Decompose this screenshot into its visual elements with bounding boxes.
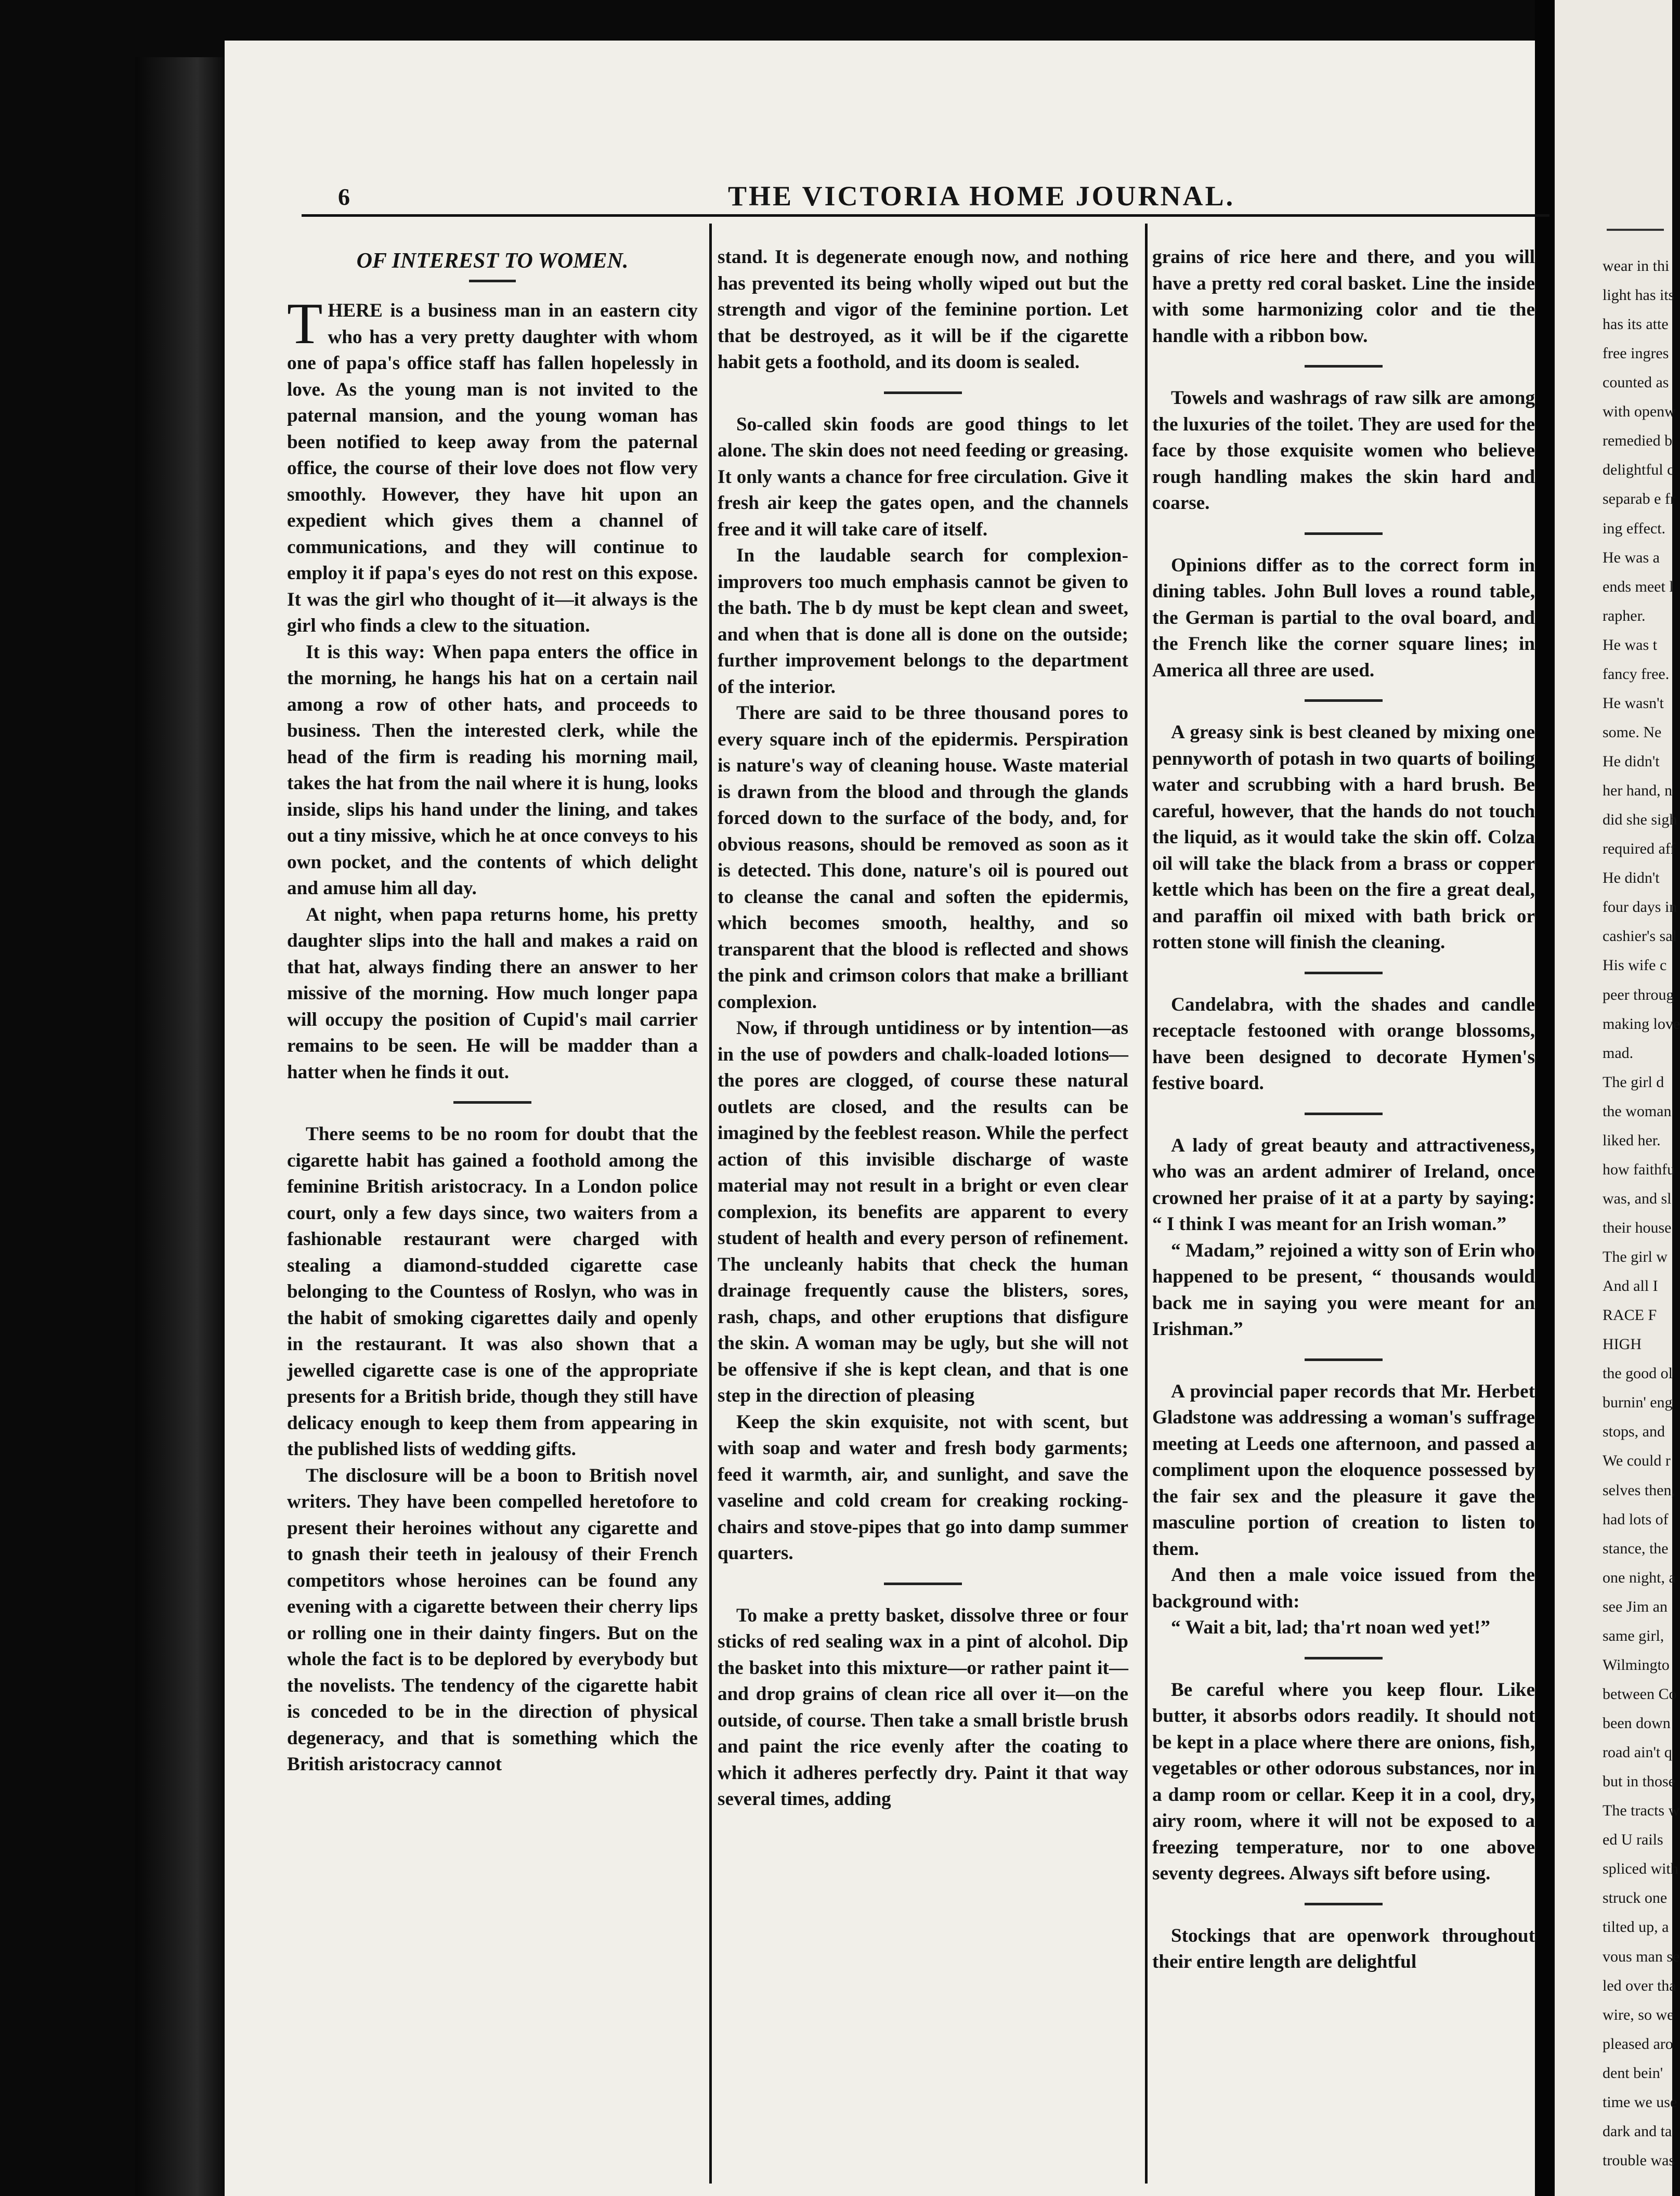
facing-page-line: been down — [1603, 1715, 1671, 1732]
paragraph-text: HERE is a business man in an eastern city who has a very pretty daughter with whom one of papa's office staff has fallen hopelessly in love. As the young man is not invited to the paternal mansion, and the young woman has been notified to keep away from the paternal office, the course of their love does not flow very smoothly. However, they have hit upon an expedient which gives them a channel of communications, and they will continue to employ it if papa's eyes do not rest on this expose. It was the girl who thought of it—it always is the girl who finds a clew to the situation. — [287, 300, 698, 636]
book-gutter — [1535, 0, 1556, 2196]
facing-page-line: rapher. — [1603, 607, 1646, 624]
facing-page-line: HIGH — [1603, 1336, 1642, 1353]
facing-page-rule — [1607, 229, 1664, 231]
facing-page-line: the good ol — [1603, 1365, 1673, 1382]
facing-page-line: dent bein' — [1603, 2064, 1663, 2082]
facing-page-line: He didn't — [1603, 753, 1660, 770]
article-paragraph: To make a pretty basket, dissolve three or four sticks of red sealing wax in a pint of alcohol. Dip the basket into this mixture—or rather paint it—and drop grains of clean rice all over it—on the outside, of course. Then take a small bristle brush and paint the rice evenly after the coating to which it adheres perfectly dry. Paint it that way several times, adding — [718, 1604, 1128, 1810]
article-paragraph: A provincial paper records that Mr. Herbet Gladstone was addressing a woman's suffrage meeting at Leeds one afternoon, and passed a compliment upon the eloquence possessed by the fair sex and the pleasure it gave the masculine portion of creation to listen to them. — [1152, 1380, 1535, 1560]
facing-page-line: ed U rails — [1603, 1831, 1663, 1848]
facing-page-line: how faithfu — [1603, 1161, 1675, 1178]
facing-page-line: time we use — [1603, 2094, 1677, 2111]
section-separator — [1305, 1358, 1383, 1361]
facing-page-line: And all I — [1603, 1277, 1658, 1295]
facing-page-line: led over tha — [1603, 1977, 1676, 1994]
article-paragraph: Towels and washrags of raw silk are among the luxuries of the toilet. They are used for the face by those exquisite women who believe rough handling makes the skin hard and coarse. — [1152, 387, 1535, 514]
facing-page-line: one night, a — [1603, 1569, 1676, 1586]
facing-page-line: selves then, — [1603, 1482, 1675, 1499]
article-paragraph — [287, 292, 698, 639]
facing-page-line: had lots of — [1603, 1511, 1669, 1528]
article-paragraph: A lady of great beauty and attractiveness, who was an ardent admirer of Ireland, once crowned her praise of it at a party by saying: “ I think I was meant for an Irish woman.” — [1152, 1134, 1535, 1235]
article-paragraph: “ Wait a bit, lad; tha'rt noan wed yet!” — [1171, 1617, 1490, 1638]
section-separator — [1305, 532, 1383, 535]
article-paragraph: Candelabra, with the shades and candle receptacle festooned with orange blossoms, have been designed to decorate Hymen's festive board. — [1152, 994, 1535, 1094]
facing-page-line: We could r — [1603, 1452, 1671, 1469]
header-rule — [302, 214, 1549, 217]
article-paragraph: Be careful where you keep flour. Like butter, it absorbs odors readily. It should not be kept in a place where there are onions, fish, vegetables or other odorous substances, nor in a damp room or cellar. Keep it in a cool, dry, airy room, where it will not be exposed to a freezing temperature, nor to one above seventy degrees. Always sift before using. — [1152, 1679, 1535, 1884]
facing-page-line: peer throug — [1603, 986, 1674, 1003]
facing-page-line: trouble was — [1603, 2152, 1675, 2169]
facing-page-line: was, and sl — [1603, 1190, 1672, 1207]
facing-page-line: delightful c — [1603, 461, 1674, 478]
facing-page-line: counted as — [1603, 374, 1669, 391]
facing-page-line: the woman — [1603, 1103, 1672, 1120]
facing-page-line: between Co — [1603, 1685, 1677, 1703]
facing-page-line: mad. — [1603, 1044, 1634, 1062]
section-separator — [1305, 1657, 1383, 1659]
article-paragraph: A greasy sink is best cleaned by mixing one pennyworth of potash in two quarts of boiling water and scrubbing with a hard brush. Be careful, however, that the hands do not touch the liquid, as it would take the skin off. Colza oil will take the black from a brass or copper kettle which has been on the fire a great deal, and paraffin oil mixed with bath brick or rotten stone will finish the cleaning. — [1152, 722, 1535, 953]
article-paragraph: “ Madam,” rejoined a witty son of Erin who happened to be present, “ thousands would back me in saying you were meant for an Irishman.” — [1152, 1239, 1535, 1340]
facing-page-line: liked her. — [1603, 1132, 1661, 1149]
facing-page-line: His wife c — [1603, 957, 1667, 974]
facing-page-line: spliced with — [1603, 1860, 1678, 1877]
article-paragraph: There are said to be three thousand pores to every square inch of the epidermis. Perspiration is nature's way of cleaning house. Waste material is drawn from the blood and through the glands forced down to the surface of the body, and, for obvious reasons, should be removed as soon as it is detected. This done, nature's oil is poured out to cleanse the canal and soften the epidermis, which becomes smooth, healthy, and so transparent that the blood is reflected and shows the pink and crimson colors that make a brilliant complexion. — [718, 702, 1128, 1013]
facing-page-line: same girl, — [1603, 1627, 1664, 1644]
facing-page-line: The girl d — [1603, 1074, 1664, 1091]
section-separator — [884, 391, 962, 394]
article-paragraph: Opinions differ as to the correct form in dining tables. John Bull loves a round table, the German is partial to the oval board, and the French like the corner square lines; in America all three are used. — [1152, 554, 1535, 681]
facing-page-line: ends meet l — [1603, 578, 1674, 595]
section-separator — [453, 1101, 531, 1104]
article-paragraph: The disclosure will be a boon to British novel writers. They have been compelled heretofore to present their heroines without any cigarette and to gnash their teeth in jealousy of their French competitors whose heroines can be found any evening with a cigarette between their cherry lips or rolling one in their dainty fingers. But on the whole the fact is to be deplored by everybody but the novelists. The tendency of the cigarette habit is conceded to be in the direction of physical degeneracy, and that is something which the British aristocracy cannot — [287, 1465, 698, 1775]
facing-page-line: stops, and — [1603, 1423, 1665, 1440]
facing-page-line: required aff — [1603, 840, 1676, 857]
facing-page-line: Wilmingto — [1603, 1656, 1670, 1674]
facing-page-line: four days in — [1603, 898, 1677, 916]
facing-page-line: vous man se — [1603, 1948, 1680, 1965]
facing-page-line: some. Ne — [1603, 724, 1662, 741]
facing-page-line: RACE F — [1603, 1306, 1657, 1324]
article-paragraph: It is this way: When papa enters the office in the morning, he hangs his hat on a certain nail among a row of other hats, and proceeds to business. Then the interested clerk, while the head of the firm is reading his morning mail, takes the hat from the nail where it is hung, looks inside, slips his hand under the lining, and takes out a tiny missive, which he at once conveys to his own pocket, and the contents of which delight and amuse him all day. — [287, 641, 698, 899]
column-1 — [287, 244, 698, 2189]
facing-page-line: with openw — [1603, 403, 1676, 420]
facing-page-line: but in those — [1603, 1773, 1675, 1790]
book-spine — [135, 57, 224, 2196]
facing-page-line: tilted up, a — [1603, 1918, 1669, 1936]
facing-page-line: ing effect. — [1603, 520, 1666, 537]
section-heading: OF INTEREST TO WOMEN. — [356, 249, 629, 273]
facing-page-line: separab e fr — [1603, 490, 1675, 507]
article-paragraph: In the laudable search for complexion-improvers too much emphasis cannot be given to the bath. The b dy must be kept clean and sweet, and when that is done all is done on the outside; further improvement belongs to the department of the interior. — [718, 545, 1128, 698]
section-separator — [884, 1583, 962, 1585]
facing-page-line: her hand, n — [1603, 782, 1673, 799]
section-separator — [1305, 365, 1383, 368]
facing-page-line: making love — [1603, 1015, 1680, 1032]
page-number: 6 — [338, 184, 350, 210]
facing-page-line: cashier's sal — [1603, 927, 1677, 945]
heading-dash — [469, 280, 516, 282]
column-rule — [709, 224, 712, 2184]
article-paragraph: At night, when papa returns home, his pretty daughter slips into the hall and makes a raid on that hat, always finding there an answer to her missive of the morning. How much longer papa will occupy the position of Cupid's mail carrier remains to be seen. He will be madder than a hatter when he finds it out. — [287, 904, 698, 1083]
facing-page-line: He was a — [1603, 549, 1660, 566]
column-rule — [1145, 224, 1148, 2184]
facing-page-line: He didn't — [1603, 869, 1660, 886]
article-paragraph: Stockings that are openwork throughout their entire length are delightful — [1152, 1925, 1535, 1972]
facing-page-line: fancy free. — [1603, 665, 1670, 683]
facing-page-line: He wasn't — [1603, 695, 1664, 712]
facing-page-line: stance, the — [1603, 1540, 1669, 1557]
column-2 — [718, 244, 1128, 2189]
facing-page-line: road ain't q — [1603, 1744, 1672, 1761]
article-paragraph: Now, if through untidiness or by intention—as in the use of powders and chalk-loaded lotions—the pores are clogged, of course these natural outlets are closed, and the results can be imagined by the feeblest reason. While the perfect action of this invisible discharge of waste material may not result in a bright or even clear complexion, its benefits are apparent to every student of health and every person of refinement. The uncleanly habits that check the human drainage frequently cause the blisters, sores, rash, chaps, and other eruptions that disfigure the skin. A woman may be ugly, but she will not be offensive if she is kept clean, and that is one step in the direction of pleasing — [718, 1017, 1128, 1406]
facing-page-line: their house — [1603, 1219, 1672, 1236]
facing-page-line: has its atte — [1603, 316, 1669, 333]
facing-page-line: see Jim an — [1603, 1598, 1668, 1615]
article-paragraph: Keep the skin exquisite, not with scent, but with soap and water and fresh body garments; feed it warmth, air, and sunlight, and save the vaseline and cold cream for creaking rocking-chairs and stove-pipes that go into damp summer quarters. — [718, 1411, 1128, 1564]
article-paragraph: And then a male voice issued from the background with: — [1152, 1564, 1535, 1612]
facing-page-line: The tracts w — [1603, 1802, 1680, 1819]
column-3 — [1152, 244, 1535, 2189]
facing-page-line: burnin' eng — [1603, 1394, 1673, 1411]
article-paragraph: stand. It is degenerate enough now, and nothing has prevented its being wholly wiped out but the strength and vigor of the feminine portion. Let that be destroyed, as it will be if the cigarette habit gets a foothold, and its doom is sealed. — [718, 246, 1128, 373]
facing-page-line: wire, so we — [1603, 2006, 1674, 2023]
section-separator — [1305, 972, 1383, 974]
section-separator — [1305, 1903, 1383, 1905]
facing-page-line: dark and ta — [1603, 2123, 1672, 2140]
facing-page-line: free ingres — [1603, 345, 1669, 362]
article-paragraph: So-called skin foods are good things to let alone. The skin does not need feeding or greasing. It only wants a chance for free circulation. Give it fresh air keep the gates open, and the channels free and it will take care of itself. — [718, 413, 1128, 540]
facing-page-line: He was t — [1603, 636, 1657, 653]
facing-page-line: The girl w — [1603, 1248, 1668, 1265]
section-separator — [1305, 1113, 1383, 1115]
article-paragraph: There seems to be no room for doubt that the cigarette habit has gained a foothold among the feminine British aristocracy. In a London police court, only a few days since, two waiters from a fashionable restaurant were charged with stealing a diamond-studded cigarette case belonging to the Countess of Roslyn, who was in the habit of smoking cigarettes daily and openly in the restaurant. It was also shown that a jewelled cigarette case is one of the appropriate presents for a British bride, though they still have delicacy enough to keep them from appearing in the published lists of wedding gifts. — [287, 1123, 698, 1460]
section-separator — [1305, 699, 1383, 702]
facing-page-line: light has its — [1603, 286, 1675, 304]
article-paragraph: grains of rice here and there, and you will have a pretty red coral basket. Line the inside with some harmonizing color and tie the handle with a ribbon bow. — [1152, 246, 1535, 347]
facing-page-line: wear in thi — [1603, 257, 1670, 274]
drop-cap: T — [287, 292, 323, 356]
facing-page-line: did she sigh — [1603, 811, 1677, 828]
facing-page-line: struck one — [1603, 1889, 1668, 1906]
facing-page-line: remedied b — [1603, 432, 1673, 449]
running-head: THE VICTORIA HOME JOURNAL. — [728, 180, 1235, 212]
facing-page-line: pleased aro — [1603, 2035, 1673, 2053]
